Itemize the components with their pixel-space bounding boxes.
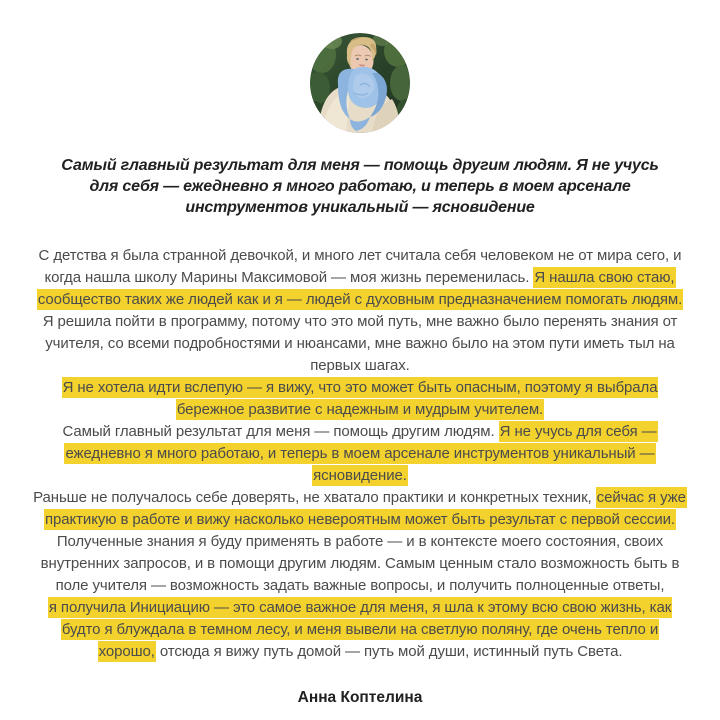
text-segment: Полученные знания я буду применять в работе — и в контексте моего состояния, своих внутренних запросов, и в помощи другим людям. Самым ценным стало возможность быть в поле учителя — возможность задать важные вопросы, и получить полноценные ответы,: [40, 533, 680, 594]
text-segment: С детства я была странной девочкой, и много лет считала себя человеком не от мира сего, и когда нашла школу Марины Максимовой — моя жизнь переменилась.: [38, 247, 682, 286]
highlighted-text-segment: сейчас я уже практикую в работе и вижу насколько невероятным может быть результат с первой сессии.: [45, 489, 686, 528]
highlighted-text-segment: Я не хотела идти вслепую — я вижу, что это может быть опасным, поэтому я выбрала бережное развитие с надежным и мудрым учителем.: [62, 379, 658, 418]
avatar-photo-illustration: [310, 33, 410, 133]
text-segment: Самый главный результат для меня — помощь другим людям.: [62, 423, 499, 440]
text-segment: Раньше не получалось себе доверять, не хватало практики и конкретных техник,: [33, 489, 596, 506]
text-segment: отсюда я вижу путь домой — путь мой души, истинный путь Света.: [155, 643, 623, 660]
author-name: Анна Коптелина: [297, 689, 423, 706]
text-segment: Я решила пойти в программу, потому что это мой путь, мне важно было перенять знания от учителя, со всеми подробностями и нюансами, мне важно было на этом пути иметь тыл на первых шагах.: [42, 313, 678, 374]
highlighted-text-segment: Я не учусь для себя — ежедневно я много работаю, и теперь в моем арсенале инструментов уникальный — ясновидение.: [65, 423, 657, 484]
testimonial-quote-heading: Самый главный результат для меня — помощь другим людям. Я не учусь для себя — ежедневно я много работаю, и теперь в моем арсенале инструментов уникальный — ясновидение: [61, 157, 659, 216]
highlighted-text-segment: Я нашла свою стаю, сообщество таких же людей как и я — людей с духовным предназначением помогать людям.: [37, 269, 683, 308]
highlighted-text-segment: я получила Инициацию — это самое важное для меня, я шла к этому всю свою жизнь, как будто я блуждала в темном лесу, и меня вывели на светлую поляну, где очень тепло и хорошо,: [48, 599, 672, 660]
testimonial-text: [32, 245, 688, 663]
testimonial-page: [0, 33, 720, 720]
avatar: [310, 33, 410, 133]
